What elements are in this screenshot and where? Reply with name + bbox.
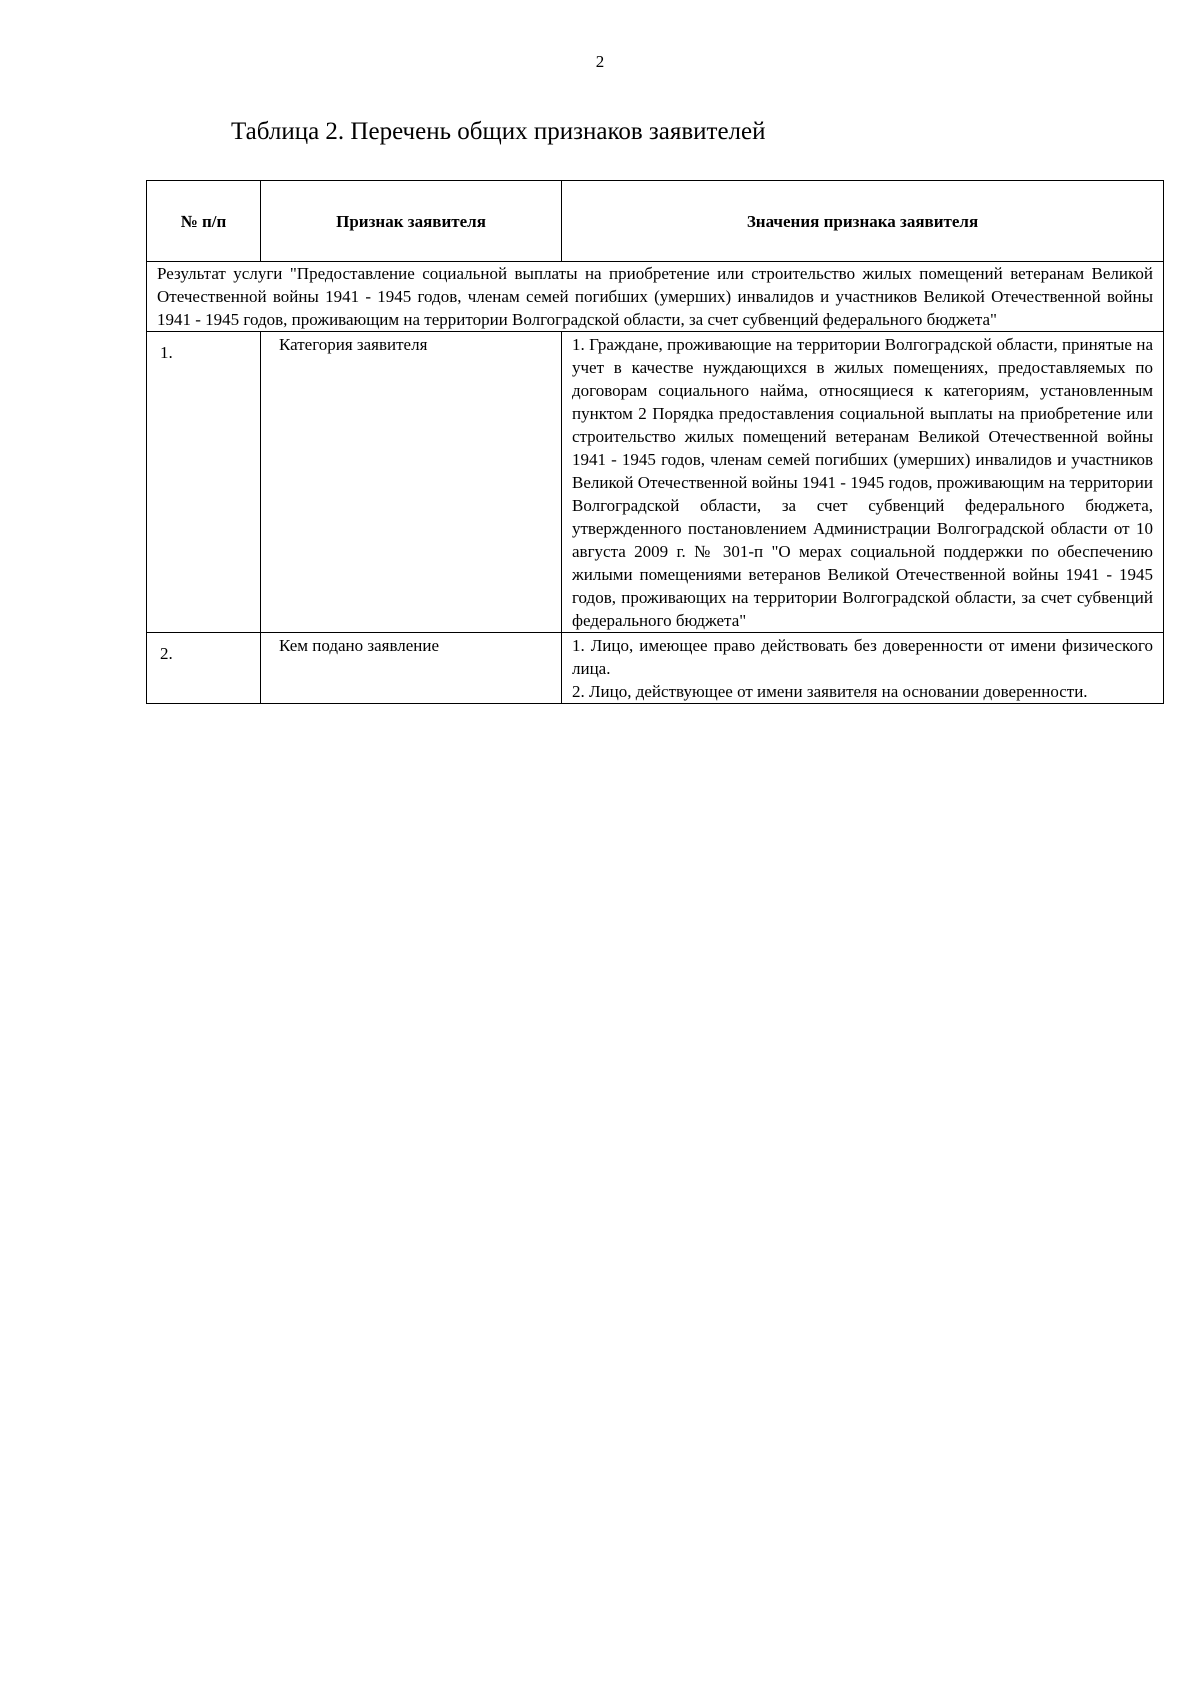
- table-row: [147, 332, 1164, 633]
- value-item: 1. Лицо, имеющее право действовать без доверенности от имени физического лица.: [572, 636, 1153, 678]
- table-row: [147, 633, 1164, 704]
- row-values: [562, 633, 1164, 704]
- row-attribute: Категория заявителя: [261, 332, 562, 633]
- row-num: 2.: [147, 633, 261, 704]
- service-result-row: [147, 262, 1164, 332]
- header-attribute: Признак заявителя: [261, 181, 562, 262]
- value-item: 2. Лицо, действующее от имени заявителя на основании доверенности.: [572, 682, 1088, 701]
- page-number: 2: [595, 52, 605, 71]
- row-attribute: Кем подано заявление: [261, 633, 562, 704]
- row-values: [562, 332, 1164, 633]
- table-title: Таблица 2. Перечень общих признаков заявителей: [231, 118, 766, 145]
- table-header-row: [147, 181, 1164, 262]
- applicant-attributes-table: [146, 180, 1164, 704]
- header-values: Значения признака заявителя: [562, 181, 1164, 262]
- value-item: 1. Граждане, проживающие на территории Волгоградской области, принятые на учет в качестве нуждающихся в жилых помещениях, предоставляемых по договорам социального найма, относящиеся к категориям, установленным пунктом 2 Порядка предоставления социальной выплаты на приобретение или строительство жилых помещений ветеранам Великой Отечественной войны 1941 - 1945 годов, членам семей погибших (умерших) инвалидов и участников Великой Отечественной войны 1941 - 1945 годов, проживающим на территории Волгоградской области, за счет субвенций федерального бюджета, утвержденного постановлением Администрации Волгоградской области от 10 августа 2009 г. № 301-п "О мерах социальной поддержки по обеспечению жилыми помещениями ветеранов Великой Отечественной войны 1941 - 1945 годов, проживающих на территории Волгоградской области, за счет субвенций федерального бюджета": [572, 335, 1153, 630]
- row-num: 1.: [147, 332, 261, 633]
- service-result-cell: Результат услуги "Предоставление социальной выплаты на приобретение или строительство жилых помещений ветеранам Великой Отечественной войны 1941 - 1945 годов, членам семей погибших (умерших) инвалидов и участников Великой Отечественной войны 1941 - 1945 годов, проживающим на территории Волгоградской области, за счет субвенций федерального бюджета": [147, 262, 1164, 332]
- header-num: № п/п: [147, 181, 261, 262]
